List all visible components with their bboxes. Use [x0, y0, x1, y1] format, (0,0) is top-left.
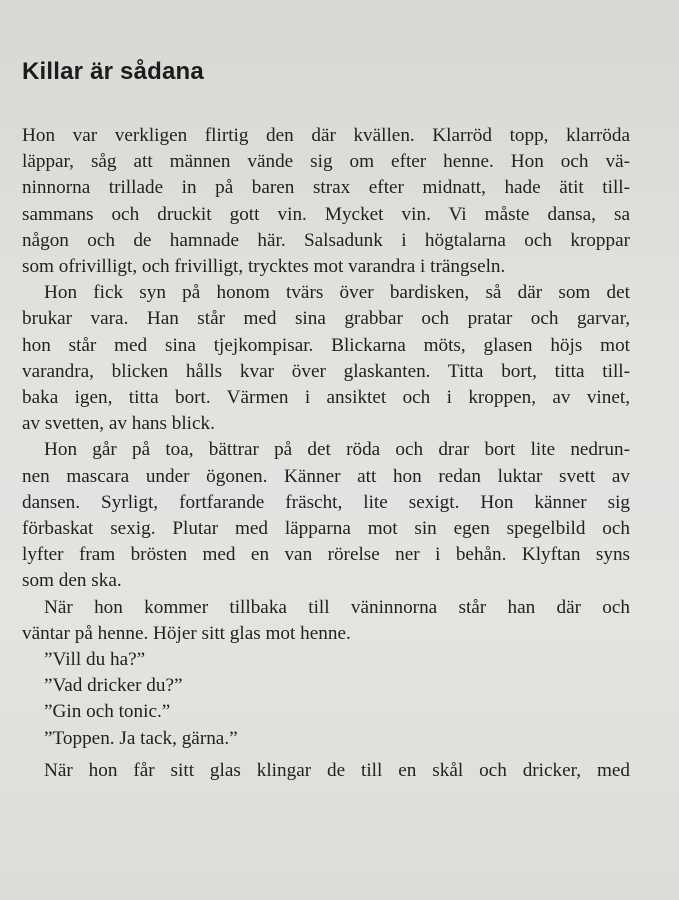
text-line: När hon kommer tillbaka till väninnorna står han där och [44, 596, 630, 618]
text-line: som den ska. [22, 570, 122, 592]
text-line: varandra, blicken hålls kvar över glaskanten. Titta bort, titta till- [22, 360, 630, 382]
dialogue-line: ”Toppen. Ja tack, gärna.” [44, 727, 238, 749]
text-line: ninnorna trillade in på baren strax efter midnatt, hade ätit till- [22, 177, 630, 199]
dialogue-line: ”Gin och tonic.” [44, 701, 171, 723]
text-line: sammans och druckit gott vin. Mycket vin. Vi måste dansa, sa [22, 203, 630, 225]
text-line: baka igen, titta bort. Värmen i ansiktet och i kroppen, av vinet, [22, 387, 630, 409]
text-line: läppar, såg att männen vände sig om efter henne. Hon och vä- [22, 151, 630, 173]
text-line: som ofrivilligt, och frivilligt, trycktes mot varandra i trängseln. [22, 256, 506, 278]
chapter-heading: Killar är sådana [22, 58, 204, 85]
text-line: Hon var verkligen flirtig den där kvällen. Klarröd topp, klarröda [22, 125, 630, 146]
dialogue-line: ”Vill du ha?” [44, 649, 146, 671]
body-text [22, 123, 630, 784]
text-line: När hon får sitt glas klingar de till en skål och dricker, med [44, 759, 630, 781]
text-line: nen mascara under ögonen. Känner att hon redan luktar svett av [22, 465, 630, 487]
text-line: hon står med sina tjejkompisar. Blickarna möts, glasen höjs mot [22, 334, 630, 356]
text-line: Hon fick syn på honom tvärs över bardisken, så där som det [44, 282, 630, 304]
text-line: förbaskat sexig. Plutar med läpparna mot sin egen spegelbild och [22, 518, 630, 540]
text-line: dansen. Syrligt, fortfarande fräscht, lite sexigt. Hon känner sig [22, 491, 630, 513]
text-line: lyfter fram brösten med en van rörelse ner i behån. Klyftan syns [22, 544, 630, 566]
text-line: av svetten, av hans blick. [22, 413, 215, 435]
text-line: Hon går på toa, bättrar på det röda och drar bort lite nedrun- [44, 439, 630, 461]
text-line: brukar vara. Han står med sina grabbar och pratar och garvar, [22, 308, 630, 330]
dialogue-line: ”Vad dricker du?” [44, 675, 183, 697]
text-line: väntar på henne. Höjer sitt glas mot henne. [22, 622, 351, 644]
text-line: någon och de hamnade här. Salsadunk i högtalarna och kroppar [22, 229, 630, 251]
